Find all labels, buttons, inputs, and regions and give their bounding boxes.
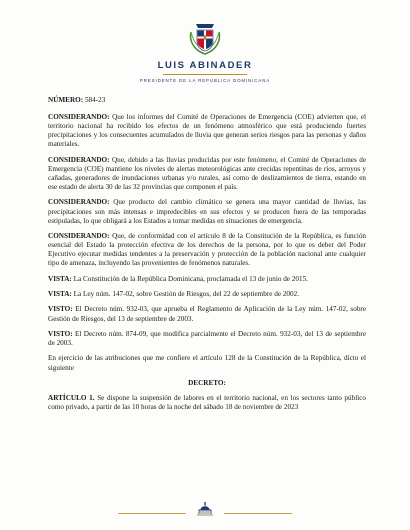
decree-number: [48, 96, 366, 105]
paragraph-lead: CONSIDERANDO:: [48, 232, 110, 241]
decree-number-label: NÚMERO:: [48, 96, 84, 104]
paragraph-lead: CONSIDERANDO:: [48, 155, 110, 164]
paragraph-text: Que, de conformidad con el artículo 8 de la Constitución de la República, es función esencial del Estado la protección efectiva de los derechos de la persona, por lo que es deber del Poder Ejecutivo ejecutar medidas tendentes a la preservación y protección de la población nacional ante cualquier tipo de amenaza, incluyendo las provenientes de fenómenos naturales.: [48, 232, 367, 268]
coat-of-arms-icon: [188, 22, 222, 56]
vista-1: [48, 275, 366, 284]
decreto-heading: DECRETO:: [188, 378, 226, 387]
visto-2: [48, 330, 366, 348]
paragraph-lead: VISTA:: [48, 274, 72, 283]
paragraph-text: La Ley núm. 147-02, sobre Gestión de Riesgos, del 22 de septiembre de 2002.: [73, 290, 300, 299]
paragraph-text: Que producto del cambio climático se genera una mayor cantidad de lluvias, las precipitaciones son más intensas e impredecibles en sus efectos y se producen fuera de las temporadas estipuladas, lo que obligará a los Estados a tomar medidas en situaciones de emergencia.: [48, 198, 366, 225]
footer-divider-right: [224, 513, 292, 514]
paragraph-lead: VISTA:: [48, 290, 72, 299]
vista-2: [48, 290, 366, 299]
footer-divider-left: [118, 513, 186, 514]
decree-body: [48, 96, 366, 419]
articulo-1: [48, 394, 366, 412]
considerando-4: [48, 232, 366, 268]
president-title: PRESIDENTE DE LA REPÚBLICA DOMINICANA: [139, 78, 271, 83]
preamble: En ejercicio de las atribuciones que me confiere el artículo 128 de la Constitución de la República, dicto el siguiente: [48, 354, 366, 372]
paragraph-text: El Decreto núm. 874-09, que modifica parcialmente el Decreto núm. 932-03, del 13 de septiembre de 2003.: [48, 329, 367, 348]
president-name: LUIS ABINADER: [157, 60, 253, 71]
paragraph-text: Que los informes del Comité de Operaciones de Emergencia (COE) advierten que, el territorio nacional ha recibido los efectos de un fenómeno atmosférico que está produciendo fuertes precipitaciones y los consecuentes acumulados de lluvia que generan serios riesgos para las personas y daños materiales.: [48, 113, 366, 149]
visto-1: [48, 305, 366, 323]
decree-number-value: 584-23: [84, 96, 106, 104]
paragraph-text: El Decreto núm. 932-03, que aprueba el Reglamento de Aplicación de la Ley núm. 147-02, sobre Gestión de Riesgos, del 13 de septiembre de 2003.: [48, 305, 367, 323]
considerando-2: [48, 156, 366, 192]
paragraph-lead: CONSIDERANDO:: [48, 113, 110, 122]
palace-dome-icon: [193, 500, 217, 516]
paragraph-text: La Constitución de la República Dominicana, proclamada el 13 de junio de 2015.: [73, 274, 308, 283]
considerando-3: [48, 198, 366, 225]
paragraph-text: Que, debido a las lluvias producidas por este fenómeno, el Comité de Operaciones de Emergencia (COE) mantiene los niveles de alertas meteorológicas ante crecidas repentinas de ríos, arroyos y cañadas, generadores de inundaciones urbanas y/o rurales, así como de deslizamientos de tierra, estando en ese estado de alerta 30 de las 32 provincias que componen el país.: [48, 155, 367, 192]
considerando-1: [48, 113, 366, 149]
paragraph-lead: VISTO:: [48, 305, 73, 314]
articulo-text: Se dispone la suspensión de labores en el territorio nacional, en los sectores tanto público como privado, a partir de las 10 horas de la noche del sábado 18 de noviembre de 2023: [48, 394, 366, 412]
header-divider: [163, 74, 247, 75]
paragraph-lead: CONSIDERANDO:: [48, 198, 110, 207]
articulo-lead: ARTÍCULO 1.: [48, 394, 95, 403]
paragraph-lead: VISTO:: [48, 329, 73, 338]
